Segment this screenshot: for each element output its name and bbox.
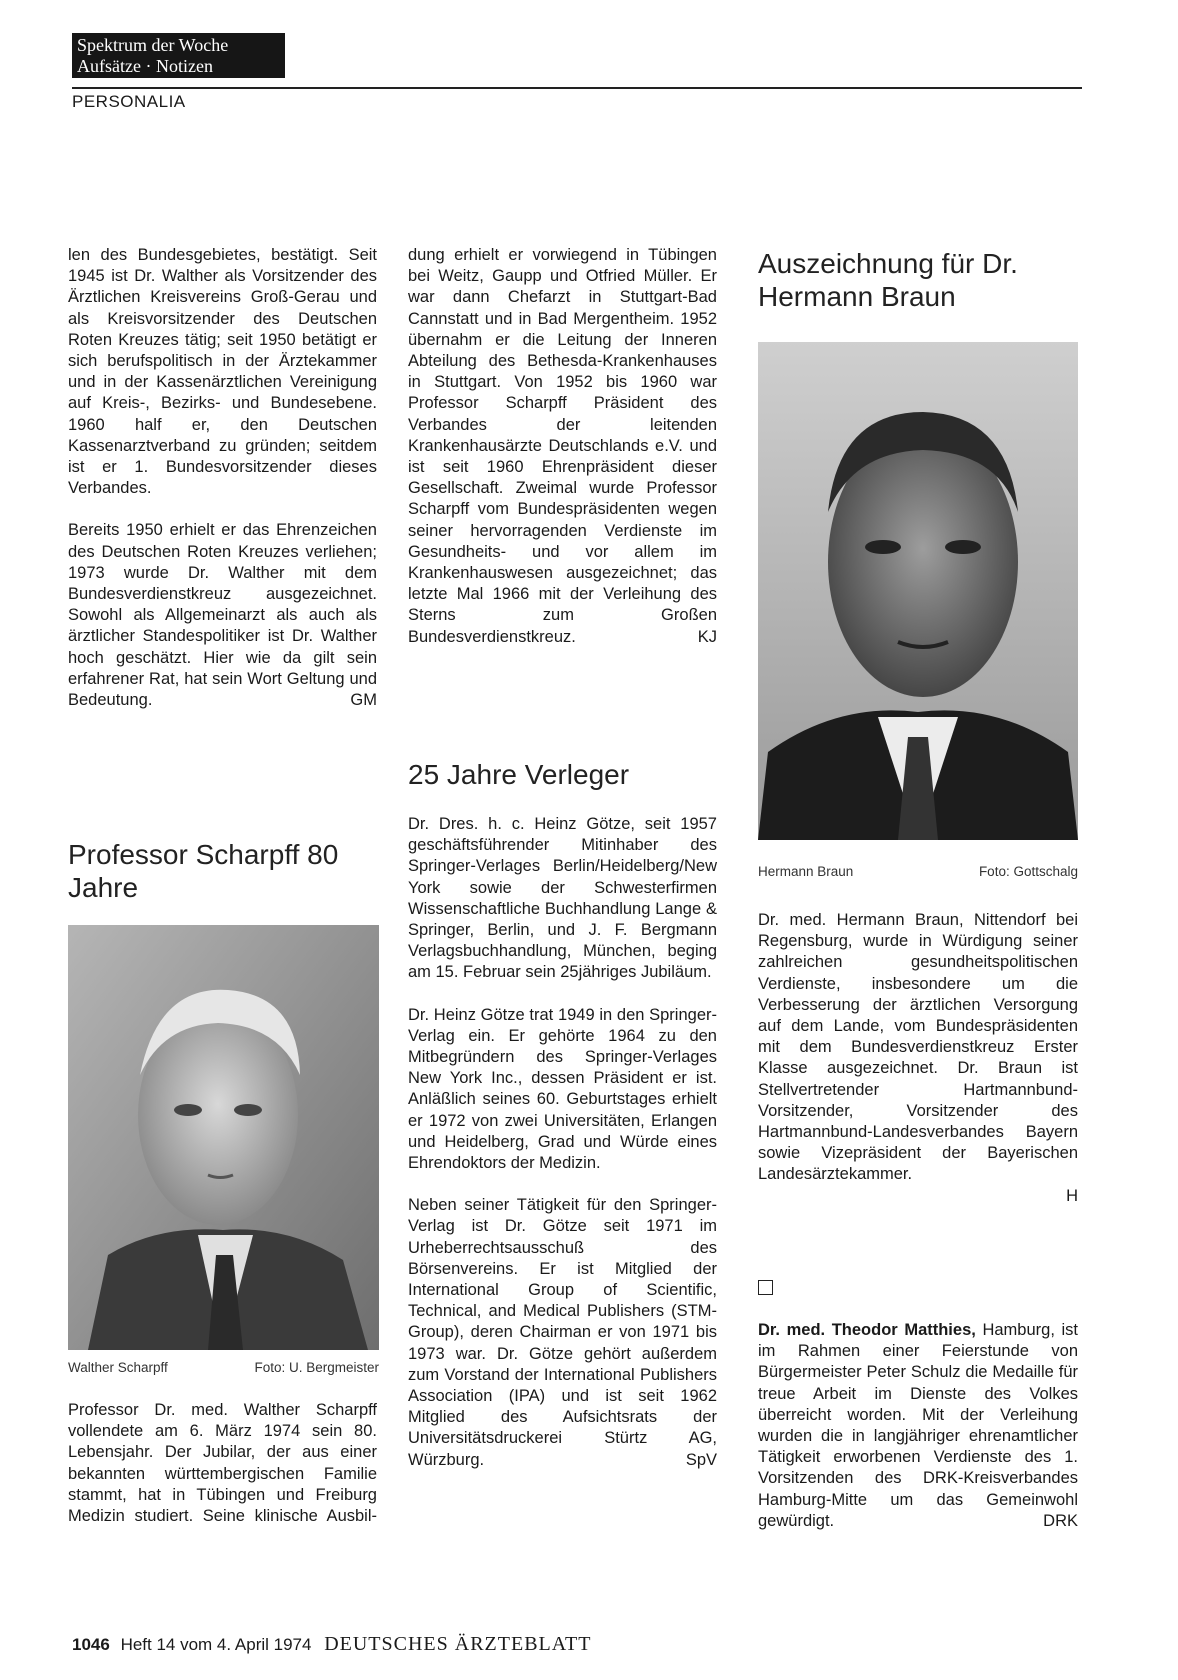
col3-signature-h: H xyxy=(1066,1186,1078,1205)
col2-signature-kj: KJ xyxy=(697,627,717,646)
caption-scharpff-credit: Foto: U. Bergmeister xyxy=(254,1360,379,1375)
column-3-text-bottom xyxy=(758,1320,1078,1553)
col3-paragraph-2-name: Dr. med. Theodor Matthies, xyxy=(758,1321,976,1339)
photo-hermann-braun xyxy=(758,342,1078,840)
heading-scharpff: Professor Scharpff 80 Jahre xyxy=(68,839,339,903)
col2-paragraph-3: Dr. Heinz Götze trat 1949 in den Springer-Verlag ein. Er gehörte 1964 zu den Mitbegründern des Springer-Verlages New York Inc., dessen Präsident er ist. Anläßlich seines 60. Geburtstages erhielt er 1972 von zwei Universitäten, Erlangen und Heidelberg, Grad und Würde eines Ehrendoktors der Medizin. xyxy=(408,1005,717,1173)
col1-paragraph-1: len des Bundesgebietes, bestätigt. Seit 1945 ist Dr. Walther als Vorsitzender des Ärztlichen Kreisvereins Groß-Gerau und als Kreisvorsitzender des Deutschen Roten Kreuzes tätig; seit 1950 betätigt er sich berufspolitisch in der Ärztekammer und in der Kassenärztlichen Vereinigung auf Kreis-, Bezirks- und Bundesebene. 1960 half er, den Deutschen Kassenarztverband zu gründen; seitdem ist er 1. Bundesvorsitzender dieses Verbandes. xyxy=(68,246,377,498)
caption-braun-name: Hermann Braun xyxy=(758,864,854,879)
col3-paragraph-2-text: Hamburg, ist im Rahmen einer Feierstunde von Bürgermeister Peter Schulz die Medaille für treue Arbeit im Dienste des Volkes überreicht worden. Mit der Verleihung wurden die in langjähriger ehrenamtlicher Tätigkeit erworbenen Verdienste des 1. Vorsitzenden des DRK-Kreisverbandes Hamburg-Mitte um das Gemeinwohl gewürdigt. xyxy=(758,1321,1079,1530)
issue-info: Heft 14 vom 4. April 1974 xyxy=(120,1635,312,1654)
magazine-title: DEUTSCHES ÄRZTEBLATT xyxy=(324,1633,592,1655)
column-1-text-top xyxy=(68,245,377,732)
col1-paragraph-3: Professor Dr. med. Walther Scharpff vollendete am 6. März 1974 sein 80. Lebensjahr. Der Jubilar, der aus einer bekannten württembergischen Familie stammt, hat in Tübingen und Freiburg Medizin studiert. Seine klinische Ausbil- xyxy=(68,1401,377,1526)
photo-walther-scharpff xyxy=(68,925,379,1350)
column-1-text-bottom xyxy=(68,1400,377,1548)
col2-paragraph-2: Dr. Dres. h. c. Heinz Götze, seit 1957 geschäftsführender Mitinhaber des Springer-Verlages Berlin/Heidelberg/New York sowie der Schwesterfirmen Wissenschaftliche Buchhandlung Lange & Springer, Berlin, und J. F. Bergmann Verlagsbuchhandlung, München, beging am 15. Februar sein 25jähriges Jubiläum. xyxy=(408,815,717,982)
heading-verleger: 25 Jahre Verleger xyxy=(408,759,630,790)
caption-braun-credit: Foto: Gottschalg xyxy=(978,864,1078,879)
col2-signature-spv: SpV xyxy=(685,1450,717,1469)
col3-paragraph-2 xyxy=(758,1320,1078,1532)
separator-box-icon xyxy=(758,1280,773,1295)
col2-paragraph-1-text: dung erhielt er vorwiegend in Tübingen bei Weitz, Gaupp und Otfried Müller. Er war dann Chefarzt in Stuttgart-Bad Cannstatt und in Bad Mergentheim. 1952 übernahm er die Leitung der Inneren Abteilung des Bethesda-Krankenhauses in Stuttgart. Von 1952 bis 1960 war Professor Scharpff Präsident des Verbandes der leitenden Krankenhausärzte Deutschlands e.V. und ist seit 1960 Ehrenpräsident dieser Gesellschaft. Zweimal wurde Professor Scharpff vom Bundespräsidenten wegen seiner hervorragenden Verdienste im Gesundheits- und vor allem im Krankenhauswesen ausgezeichnet; das letzte Mal 1966 mit der Verleihung des Sterns zum Großen Bundesverdienstkreuz. xyxy=(408,246,717,646)
page-footer xyxy=(72,1633,591,1656)
caption-scharpff xyxy=(68,1360,379,1375)
col3-paragraph-1: Dr. med. Hermann Braun, Nittendorf bei Regensburg, wurde in Würdigung seiner zahlreichen gesundheitspolitischen Verdienste, insbesondere um die Verbesserung der ärztlichen Versorgung auf dem Lande, vom Bundespräsidenten mit dem Bundesverdienstkreuz Erster Klasse ausgezeichnet. Dr. Braun ist Stellvertretender Hartmannbund-Vorsitzender, Vorsitzender des Hartmannbund-Landesverbandes Bayern sowie Vizepräsident der Bayerischen Landesärztekammer. xyxy=(758,911,1078,1184)
section-title: PERSONALIA xyxy=(72,92,186,111)
col1-paragraph-2 xyxy=(68,520,377,711)
section-badge xyxy=(72,33,285,78)
caption-scharpff-name: Walther Scharpff xyxy=(68,1360,168,1375)
col2-paragraph-4-text: Neben seiner Tätigkeit für den Springer-Verlag ist Dr. Götze seit 1971 im Urheberrechtsausschuß des Börsenvereins. Er ist Mitglied der International Group of Scientific, Technical, and Medical Publishers (STM-Group), deren Chairman er von 1971 bis 1973 war. Dr. Götze gehört außerdem zum Vorstand der International Publishers Association (IPA) und ist seit 1962 Mitglied des Aufsichtsrats der Universitätsdruckerei Stürtz AG, Würzburg. xyxy=(408,1196,717,1469)
page-number: 1046 xyxy=(72,1635,110,1654)
portrait-scharpff-image xyxy=(68,925,379,1350)
header-rule xyxy=(72,87,1082,89)
caption-braun xyxy=(758,864,1078,879)
portrait-braun-image xyxy=(758,342,1078,840)
badge-line-2: Aufsätze · Notizen xyxy=(77,56,213,76)
col2-paragraph-1 xyxy=(408,245,717,648)
col3-signature-drk: DRK xyxy=(1043,1511,1078,1530)
col1-paragraph-2-text: Bereits 1950 erhielt er das Ehrenzeichen des Deutschen Roten Kreuzes verliehen; 1973 wurde Dr. Walther mit dem Bundesverdienstkreuz ausgezeichnet. Sowohl als Allgemeinarzt als auch als ärztlicher Standespolitiker ist Dr. Walther hoch geschätzt. Hier wie da gilt sein erfahrener Rat, hat sein Wort Geltung und Bedeutung. xyxy=(68,521,377,710)
column-3-text xyxy=(758,910,1078,1219)
heading-braun: Auszeichnung für Dr. Hermann Braun xyxy=(758,248,1018,312)
col1-signature-gm: GM xyxy=(350,691,377,710)
column-2-text-top xyxy=(408,245,717,669)
col2-paragraph-4 xyxy=(408,1195,717,1471)
badge-line-1: Spektrum der Woche xyxy=(77,35,229,55)
column-2-text-bottom xyxy=(408,814,717,1492)
